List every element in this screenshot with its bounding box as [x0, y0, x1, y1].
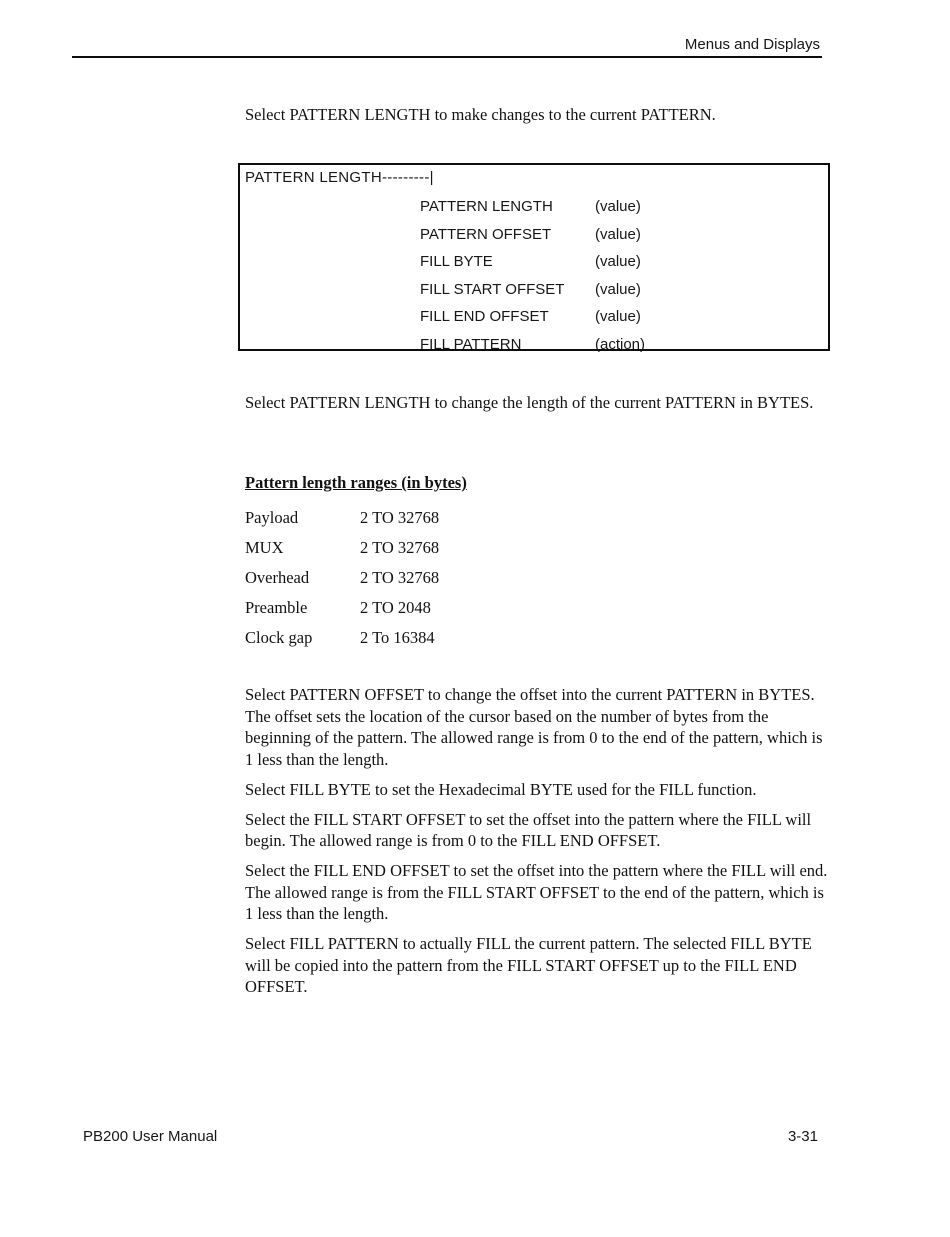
running-header-title: Menus and Displays [684, 36, 820, 53]
menu-item-list [420, 193, 828, 358]
range-value: 2 TO 32768 [360, 538, 440, 557]
menu-item-fill-end-offset [420, 303, 828, 331]
ranges-table [245, 503, 565, 653]
range-row-clock-gap [245, 623, 565, 653]
paragraph-pattern-offset: Select PATTERN OFFSET to change the offset into the current PATTERN in BYTES. The offset sets the location of the cursor based on the number of bytes from the beginning of the pattern. The allowed range is from 0 to the end of the pattern, which is 1 less than the length. [245, 685, 823, 769]
menu-item-fill-pattern [420, 331, 828, 359]
menu-item-value: (value) [595, 225, 641, 243]
menu-box-title: PATTERN LENGTH---------| [245, 169, 434, 186]
menu-item-fill-start-offset [420, 276, 828, 304]
range-label: Clock gap [245, 628, 313, 647]
range-value: 2 To 16384 [360, 628, 435, 647]
pattern-length-menu-box [238, 163, 830, 351]
menu-item-pattern-offset [420, 221, 828, 249]
footer-page-number: 3-31 [787, 1128, 818, 1145]
range-row-preamble [245, 593, 565, 623]
range-value: 2 TO 32768 [360, 508, 440, 527]
intro-paragraph: Select PATTERN LENGTH to make changes to the current PATTERN. [245, 105, 716, 124]
paragraph-fill-pattern: Select FILL PATTERN to actually FILL the current pattern. The selected FILL BYTE will be copied into the pattern from the FILL START OFFSET up to the FILL END OFFSET. [245, 934, 812, 996]
range-row-mux [245, 533, 565, 563]
menu-item-label: FILL PATTERN [420, 335, 522, 353]
menu-item-pattern-length [420, 193, 828, 221]
pattern-length-paragraph: Select PATTERN LENGTH to change the length of the current PATTERN in BYTES. [245, 393, 814, 412]
menu-item-value: (value) [595, 253, 641, 270]
paragraph-fill-byte: Select FILL BYTE to set the Hexadecimal BYTE used for the FILL function. [245, 779, 757, 799]
range-label: MUX [245, 538, 284, 557]
range-label: Preamble [245, 598, 308, 617]
menu-item-label: FILL END OFFSET [420, 308, 549, 325]
header-rule [72, 56, 822, 58]
range-row-overhead [245, 563, 565, 593]
body-paragraphs [245, 684, 830, 1006]
menu-item-label: FILL BYTE [420, 253, 493, 270]
menu-item-value: (value) [595, 280, 641, 298]
range-row-payload [245, 503, 565, 533]
menu-item-value: (value) [595, 308, 641, 325]
menu-item-value: (action) [595, 335, 646, 353]
menu-item-value: (value) [595, 198, 641, 215]
ranges-heading: Pattern length ranges (in bytes) [245, 473, 467, 492]
paragraph-fill-end-offset: Select the FILL END OFFSET to set the offset into the pattern where the FILL will end. The allowed range is from the FILL START OFFSET to the end of the pattern, which is 1 less than the length. [245, 861, 828, 923]
menu-item-label: FILL START OFFSET [420, 280, 565, 298]
range-value: 2 TO 32768 [360, 568, 440, 587]
menu-item-fill-byte [420, 248, 828, 276]
footer-manual-title: PB200 User Manual [83, 1128, 218, 1145]
range-label: Payload [245, 508, 299, 527]
menu-item-label: PATTERN LENGTH [420, 198, 553, 215]
range-value: 2 TO 2048 [360, 598, 431, 617]
range-label: Overhead [245, 568, 310, 587]
paragraph-fill-start-offset: Select the FILL START OFFSET to set the offset into the pattern where the FILL will begin. The allowed range is from 0 to the FILL END OFFSET. [245, 809, 812, 850]
menu-item-label: PATTERN OFFSET [420, 225, 552, 243]
